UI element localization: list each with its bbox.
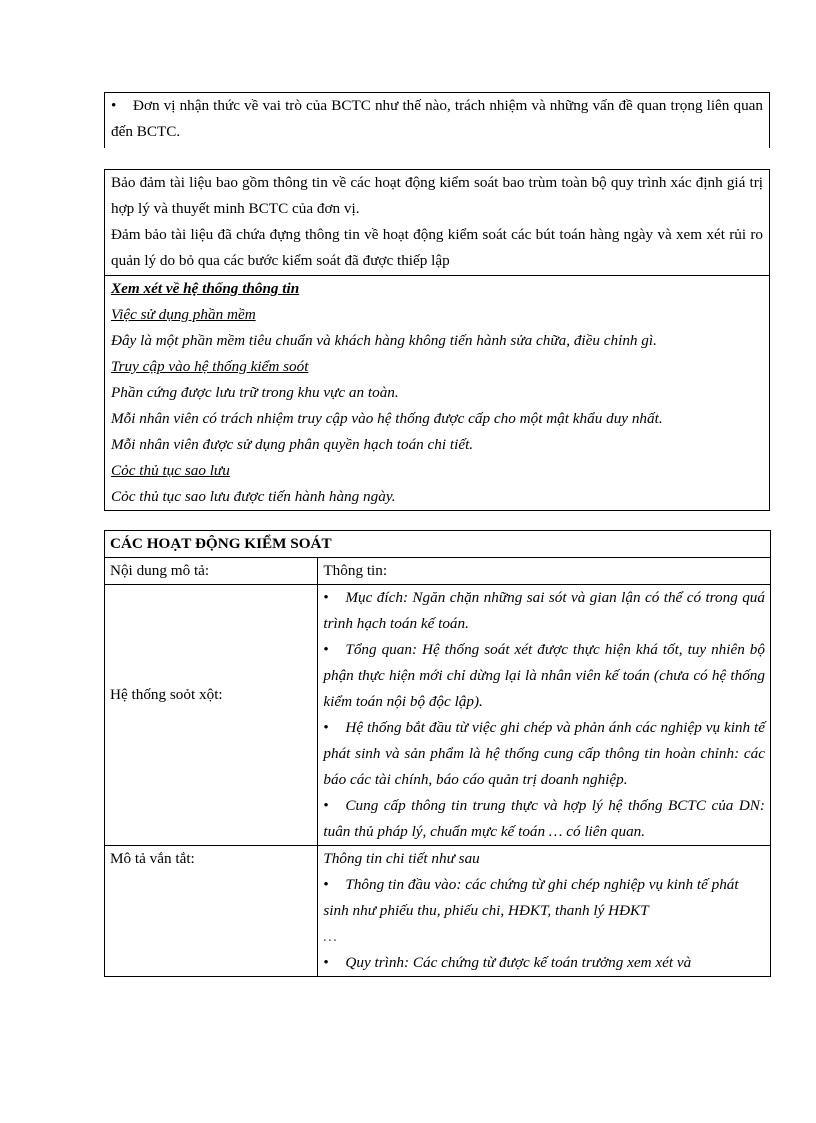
access-line-1: Phần cứng được lưu trữ trong khu vực an toàn. bbox=[111, 384, 399, 401]
list-item: • Tổng quan: Hệ thống soát xét được thực hiện khá tốt, tuy nhiên bộ phận thực hiện mới chỉ dừng lại là nhân viên kế toán (chưa có hệ thống kiểm toán nội bộ độc lập). bbox=[323, 637, 765, 715]
backup-line: Cỏc thủ tục sao lưu được tiến hành hàng ngày. bbox=[111, 488, 396, 505]
access-line-3: Mỗi nhân viên được sử dụng phân quyền hạch toán chi tiết. bbox=[111, 436, 474, 453]
bullet-icon: • bbox=[323, 589, 329, 606]
subheading-software: Việc sử dụng phần mềm bbox=[111, 306, 256, 323]
control-activities-table bbox=[104, 530, 771, 977]
row-content-summary bbox=[318, 846, 771, 977]
bullet-icon: • bbox=[323, 641, 329, 658]
subheading-access: Truy cập vào hệ thống kiểm soót bbox=[111, 358, 309, 375]
ellipsis-line: … bbox=[323, 928, 337, 945]
table-title: CÁC HOẠT ĐỘNG KIỂM SOÁT bbox=[105, 531, 771, 558]
table-header-row bbox=[105, 558, 771, 585]
bullet-icon: • bbox=[323, 954, 329, 971]
list-item: • Quy trình: Các chứng từ được kế toán trưởng xem xét và bbox=[323, 950, 765, 976]
table-row bbox=[105, 585, 771, 846]
list-item: • Thông tin đầu vào: các chứng từ ghi chép nghiệp vụ kinh tế phát sinh như phiếu thu, phiếu chi, HĐKT, thanh lý HĐKT bbox=[323, 872, 765, 924]
section-heading: Xem xét về hệ thống thông tin bbox=[111, 280, 300, 297]
row-content-review-system bbox=[318, 585, 771, 846]
documentation-box bbox=[104, 169, 770, 511]
assurance-section bbox=[105, 170, 769, 276]
row-label-summary: Mô tả vắn tắt: bbox=[105, 846, 318, 977]
intro-fragment bbox=[104, 92, 770, 148]
list-item: • Mục đích: Ngăn chặn những sai sót và gian lận có thể có trong quá trình hạch toán kế toán. bbox=[323, 585, 765, 637]
assurance-para-2: Đảm bảo tài liệu đã chứa đựng thông tin về hoạt động kiểm soát các bút toán hàng ngày và xem xét rủi ro quản lý do bỏ qua các bước kiểm soát đã được thiếp lập bbox=[111, 226, 763, 269]
column-header-info: Thông tin: bbox=[318, 558, 771, 585]
assurance-para-1: Bảo đảm tài liệu bao gồm thông tin về các hoạt động kiểm soát bao trùm toàn bộ quy trình xác định giá trị hợp lý và thuyết minh BCTC của đơn vị. bbox=[111, 174, 763, 217]
access-line-2: Mỗi nhân viên có trách nhiệm truy cập vào hệ thống được cấp cho một mật khẩu duy nhất. bbox=[111, 410, 663, 427]
row-label-review-system: Hệ thống soỏt xột: bbox=[105, 585, 318, 846]
software-line: Đây là một phần mềm tiêu chuẩn và khách hàng không tiến hành sửa chữa, điều chỉnh gì. bbox=[111, 332, 657, 349]
information-system-section bbox=[105, 276, 769, 510]
list-item: • Hệ thống bắt đầu từ việc ghi chép và phản ánh các nghiệp vụ kinh tế phát sinh và sản phẩm là hệ thống cung cấp thông tin hoàn chỉnh: các báo các tài chính, báo cáo quản trị doanh nghiệp. bbox=[323, 715, 765, 793]
summary-intro: Thông tin chi tiết như sau bbox=[323, 850, 480, 867]
bullet-icon: • bbox=[111, 97, 117, 114]
bullet-icon: • bbox=[323, 719, 329, 736]
column-header-description: Nội dung mô tả: bbox=[105, 558, 318, 585]
table-title-row bbox=[105, 531, 771, 558]
bullet-icon: • bbox=[323, 876, 329, 893]
list-item: • Cung cấp thông tin trung thực và hợp lý hệ thống BCTC của DN: tuân thủ pháp lý, chuẩn mực kế toán … có liên quan. bbox=[323, 793, 765, 845]
subheading-backup: Cỏc thủ tục sao lưu bbox=[111, 462, 230, 479]
bullet-icon: • bbox=[323, 797, 329, 814]
table-row bbox=[105, 846, 771, 977]
intro-text: Đơn vị nhận thức về vai trò của BCTC như thế nào, trách nhiệm và những vấn đề quan trọng liên quan đến BCTC. bbox=[111, 97, 763, 140]
